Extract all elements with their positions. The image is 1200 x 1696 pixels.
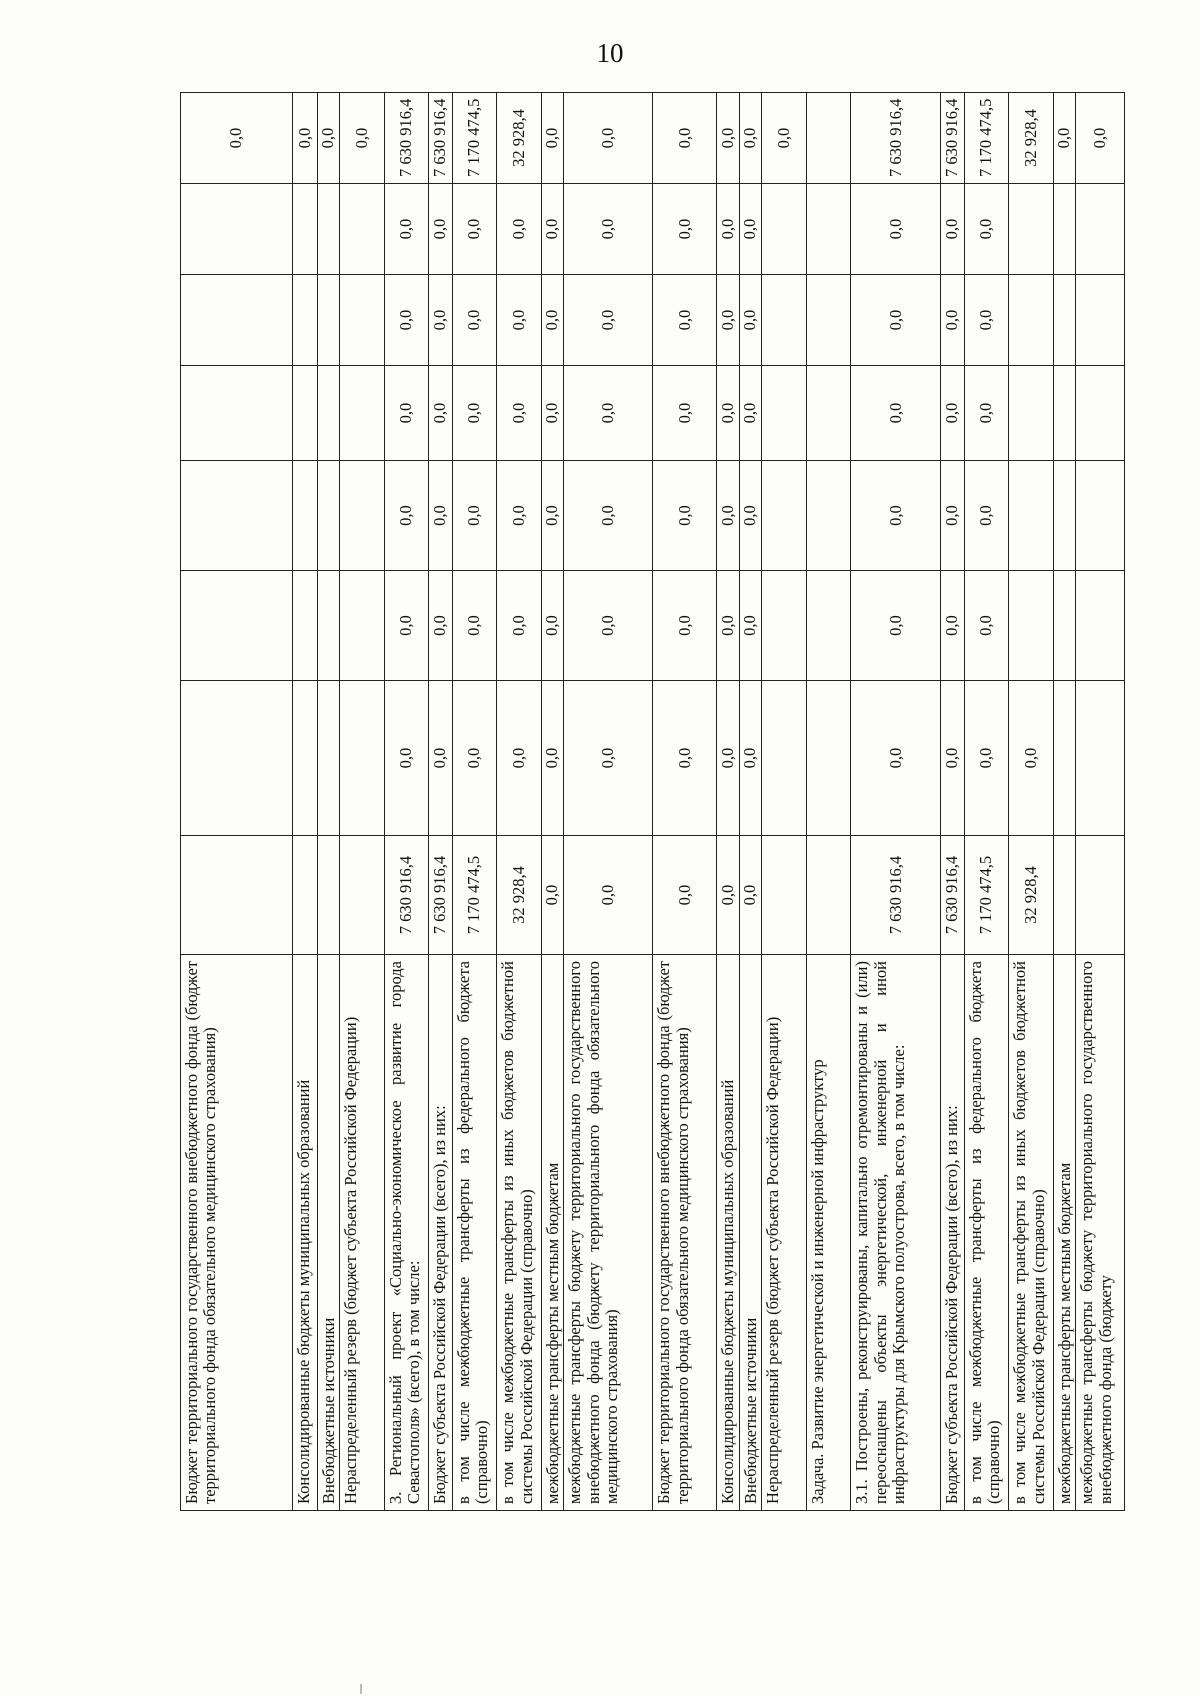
value-cell: 0,0 (541, 836, 563, 955)
value-cell (317, 461, 339, 571)
value-cell (181, 461, 293, 571)
value-cell: 0,0 (452, 461, 497, 571)
value-cell: 0,0 (739, 275, 761, 366)
value-cell: 0,0 (564, 366, 653, 461)
value-cell (1076, 681, 1124, 836)
value-cell (806, 93, 851, 184)
value-cell: 0,0 (452, 366, 497, 461)
value-cell: 0,0 (541, 184, 563, 275)
value-cell (1009, 571, 1054, 681)
row-label: Нераспределенный резерв (бюджет субъекта Российской Федерации) (340, 955, 385, 1511)
value-cell (1076, 571, 1124, 681)
value-cell: 0,0 (497, 366, 542, 461)
value-cell: 0,0 (851, 184, 941, 275)
value-cell: 0,0 (384, 681, 429, 836)
value-cell: 7 630 916,4 (384, 93, 429, 184)
value-cell: 0,0 (497, 461, 542, 571)
value-cell (317, 836, 339, 955)
row-label: в том числе межбюджетные трансферты из федерального бюджета (справочно) (452, 955, 497, 1511)
value-cell (317, 571, 339, 681)
value-cell (762, 836, 807, 955)
row-label: Задача. Развитие энергетической и инженерной инфраструктур (806, 955, 851, 1511)
value-cell: 0,0 (384, 571, 429, 681)
table-row (452, 93, 497, 1511)
rotated-table-area (180, 93, 1120, 1511)
table-row (717, 93, 739, 1511)
value-cell (762, 681, 807, 836)
value-cell: 0,0 (497, 184, 542, 275)
table-row (1053, 93, 1075, 1511)
value-cell: 0,0 (1076, 93, 1124, 184)
row-label: Внебюджетные источники (317, 955, 339, 1511)
value-cell (340, 184, 385, 275)
budget-table (180, 92, 1125, 1511)
value-cell (1009, 461, 1054, 571)
value-cell: 0,0 (497, 681, 542, 836)
value-cell: 0,0 (717, 571, 739, 681)
value-cell: 32 928,4 (1009, 836, 1054, 955)
table-row (384, 93, 429, 1511)
value-cell (293, 571, 317, 681)
value-cell (762, 461, 807, 571)
value-cell: 0,0 (653, 366, 717, 461)
table-row (1076, 93, 1124, 1511)
value-cell: 0,0 (452, 681, 497, 836)
value-cell: 32 928,4 (497, 93, 542, 184)
rotated-table-wrapper (180, 93, 1120, 1511)
row-label: Нераспределенный резерв (бюджет субъекта Российской Федерации) (762, 955, 807, 1511)
value-cell: 0,0 (941, 461, 964, 571)
value-cell (1053, 275, 1075, 366)
value-cell: 7 170 474,5 (964, 93, 1009, 184)
value-cell: 0,0 (964, 366, 1009, 461)
value-cell: 0,0 (739, 836, 761, 955)
value-cell (1053, 681, 1075, 836)
value-cell: 0,0 (717, 184, 739, 275)
value-cell: 7 630 916,4 (851, 93, 941, 184)
value-cell (181, 366, 293, 461)
table-row (429, 93, 452, 1511)
value-cell: 0,0 (564, 275, 653, 366)
table-row (964, 93, 1009, 1511)
value-cell (293, 366, 317, 461)
value-cell (317, 184, 339, 275)
value-cell (762, 571, 807, 681)
value-cell: 0,0 (717, 461, 739, 571)
row-label: Консолидированные бюджеты муниципальных образований (293, 955, 317, 1511)
value-cell: 0,0 (564, 836, 653, 955)
row-label: Бюджет территориального государственного внебюджетного фонда (бюджет территориального фонда обязательного медицинского страхования) (181, 955, 293, 1511)
table-row (317, 93, 339, 1511)
value-cell: 0,0 (739, 681, 761, 836)
row-label: Консолидированные бюджеты муниципальных образований (717, 955, 739, 1511)
value-cell (340, 836, 385, 955)
value-cell: 0,0 (497, 275, 542, 366)
value-cell: 0,0 (964, 461, 1009, 571)
row-label: в том числе межбюджетные трансферты из иных бюджетов бюджетной системы Российской Федерации (справочно) (1009, 955, 1054, 1511)
value-cell: 0,0 (851, 366, 941, 461)
value-cell (806, 184, 851, 275)
row-label: межбюджетные трансферты бюджету территориального государственного внебюджетного фонда (бюджету (1076, 955, 1124, 1511)
value-cell: 0,0 (851, 571, 941, 681)
value-cell: 0,0 (452, 275, 497, 366)
value-cell: 0,0 (653, 571, 717, 681)
value-cell: 0,0 (739, 571, 761, 681)
table-row (739, 93, 761, 1511)
row-label: Внебюджетные источники (739, 955, 761, 1511)
budget-table-body (181, 93, 1125, 1511)
value-cell: 0,0 (964, 571, 1009, 681)
value-cell: 7 630 916,4 (941, 836, 964, 955)
value-cell: 7 170 474,5 (452, 836, 497, 955)
value-cell (1076, 836, 1124, 955)
value-cell: 0,0 (717, 275, 739, 366)
value-cell: 0,0 (293, 93, 317, 184)
value-cell: 32 928,4 (1009, 93, 1054, 184)
value-cell: 0,0 (564, 461, 653, 571)
value-cell: 0,0 (541, 275, 563, 366)
value-cell (293, 836, 317, 955)
row-label: в том числе межбюджетные трансферты из федерального бюджета (справочно) (964, 955, 1009, 1511)
value-cell: 0,0 (717, 836, 739, 955)
value-cell (1053, 571, 1075, 681)
value-cell (762, 184, 807, 275)
table-row (653, 93, 717, 1511)
value-cell (1076, 461, 1124, 571)
value-cell: 0,0 (739, 366, 761, 461)
table-row (541, 93, 563, 1511)
value-cell (1053, 184, 1075, 275)
page-number: 10 (596, 38, 624, 68)
value-cell (806, 366, 851, 461)
value-cell: 0,0 (851, 681, 941, 836)
row-label: Бюджет субъекта Российской Федерации (всего), из них: (429, 955, 452, 1511)
value-cell (762, 366, 807, 461)
value-cell: 32 928,4 (497, 836, 542, 955)
value-cell: 0,0 (564, 571, 653, 681)
value-cell: 0,0 (941, 366, 964, 461)
value-cell (806, 571, 851, 681)
row-label: Бюджет территориального государственного внебюджетного фонда (бюджет территориального фонда обязательного медицинского страхования) (653, 955, 717, 1511)
table-row (181, 93, 293, 1511)
value-cell: 0,0 (653, 275, 717, 366)
row-label: в том числе межбюджетные трансферты из иных бюджетов бюджетной системы Российской Федерации (справочно) (497, 955, 542, 1511)
value-cell: 0,0 (429, 681, 452, 836)
row-label: 3. Региональный проект «Социально-экономическое развитие города Севастополя» (всего), в том числе: (384, 955, 429, 1511)
value-cell: 7 630 916,4 (941, 93, 964, 184)
value-cell: 0,0 (317, 93, 339, 184)
value-cell: 0,0 (717, 366, 739, 461)
value-cell: 0,0 (541, 366, 563, 461)
value-cell: 0,0 (429, 571, 452, 681)
value-cell: 0,0 (717, 681, 739, 836)
value-cell (293, 461, 317, 571)
value-cell (181, 836, 293, 955)
value-cell (806, 461, 851, 571)
table-row (762, 93, 807, 1511)
value-cell (317, 681, 339, 836)
value-cell: 0,0 (739, 93, 761, 184)
value-cell: 7 630 916,4 (429, 836, 452, 955)
value-cell: 0,0 (564, 184, 653, 275)
value-cell: 0,0 (653, 93, 717, 184)
value-cell: 0,0 (541, 681, 563, 836)
value-cell (317, 275, 339, 366)
value-cell: 0,0 (1009, 681, 1054, 836)
value-cell (181, 275, 293, 366)
value-cell: 0,0 (964, 275, 1009, 366)
table-row (806, 93, 851, 1511)
value-cell (1009, 275, 1054, 366)
table-row (497, 93, 542, 1511)
table-row (851, 93, 941, 1511)
value-cell: 0,0 (964, 681, 1009, 836)
row-label: межбюджетные трансферты местным бюджетам (1053, 955, 1075, 1511)
value-cell (340, 275, 385, 366)
value-cell: 0,0 (384, 366, 429, 461)
value-cell: 0,0 (739, 461, 761, 571)
value-cell: 0,0 (429, 184, 452, 275)
value-cell (340, 571, 385, 681)
value-cell: 0,0 (762, 93, 807, 184)
value-cell (806, 681, 851, 836)
value-cell: 0,0 (384, 275, 429, 366)
row-label: межбюджетные трансферты местным бюджетам (541, 955, 563, 1511)
value-cell: 0,0 (851, 461, 941, 571)
value-cell: 7 170 474,5 (964, 836, 1009, 955)
value-cell (1076, 366, 1124, 461)
value-cell: 0,0 (653, 836, 717, 955)
value-cell: 0,0 (541, 461, 563, 571)
value-cell (1076, 184, 1124, 275)
value-cell: 0,0 (717, 93, 739, 184)
value-cell: 0,0 (851, 275, 941, 366)
value-cell: 0,0 (564, 93, 653, 184)
value-cell (1053, 836, 1075, 955)
value-cell (762, 275, 807, 366)
value-cell (1009, 184, 1054, 275)
value-cell: 0,0 (497, 571, 542, 681)
scan-mark (360, 1684, 362, 1694)
value-cell: 0,0 (739, 184, 761, 275)
table-row (564, 93, 653, 1511)
value-cell: 7 630 916,4 (851, 836, 941, 955)
value-cell (340, 681, 385, 836)
value-cell (293, 681, 317, 836)
value-cell: 0,0 (941, 184, 964, 275)
value-cell (317, 366, 339, 461)
value-cell (293, 275, 317, 366)
value-cell: 0,0 (941, 275, 964, 366)
value-cell (293, 184, 317, 275)
value-cell: 0,0 (429, 461, 452, 571)
value-cell: 7 170 474,5 (452, 93, 497, 184)
value-cell: 0,0 (564, 681, 653, 836)
value-cell: 0,0 (340, 93, 385, 184)
value-cell (806, 275, 851, 366)
value-cell: 0,0 (541, 93, 563, 184)
value-cell: 0,0 (452, 571, 497, 681)
value-cell: 0,0 (384, 461, 429, 571)
value-cell (181, 184, 293, 275)
row-label: межбюджетные трансферты бюджету территориального государственного внебюджетного фонда (бюджету территориального фонда обязательного медицинского страхования) (564, 955, 653, 1511)
row-label: Бюджет субъекта Российской Федерации (всего), из них: (941, 955, 964, 1511)
table-row (941, 93, 964, 1511)
value-cell: 0,0 (653, 461, 717, 571)
value-cell: 0,0 (429, 275, 452, 366)
value-cell (1009, 366, 1054, 461)
value-cell: 7 630 916,4 (384, 836, 429, 955)
value-cell: 0,0 (429, 366, 452, 461)
value-cell (1053, 461, 1075, 571)
table-row (293, 93, 317, 1511)
value-cell (1053, 366, 1075, 461)
value-cell: 0,0 (964, 184, 1009, 275)
value-cell (181, 681, 293, 836)
value-cell: 0,0 (1053, 93, 1075, 184)
value-cell: 0,0 (541, 571, 563, 681)
value-cell (806, 836, 851, 955)
value-cell (181, 571, 293, 681)
value-cell (340, 366, 385, 461)
value-cell: 0,0 (384, 184, 429, 275)
value-cell: 0,0 (941, 571, 964, 681)
value-cell (1076, 275, 1124, 366)
value-cell: 0,0 (941, 681, 964, 836)
row-label: 3.1. Построены, реконструированы, капитально отремонтированы и (или) переоснащены объекты энергетической, инженерной и иной инфраструктуры для Крымского полуострова, всего, в том числе: (851, 955, 941, 1511)
value-cell: 0,0 (181, 93, 293, 184)
value-cell: 0,0 (452, 184, 497, 275)
value-cell: 0,0 (653, 681, 717, 836)
value-cell: 7 630 916,4 (429, 93, 452, 184)
value-cell (340, 461, 385, 571)
table-row (340, 93, 385, 1511)
value-cell: 0,0 (653, 184, 717, 275)
table-row (1009, 93, 1054, 1511)
